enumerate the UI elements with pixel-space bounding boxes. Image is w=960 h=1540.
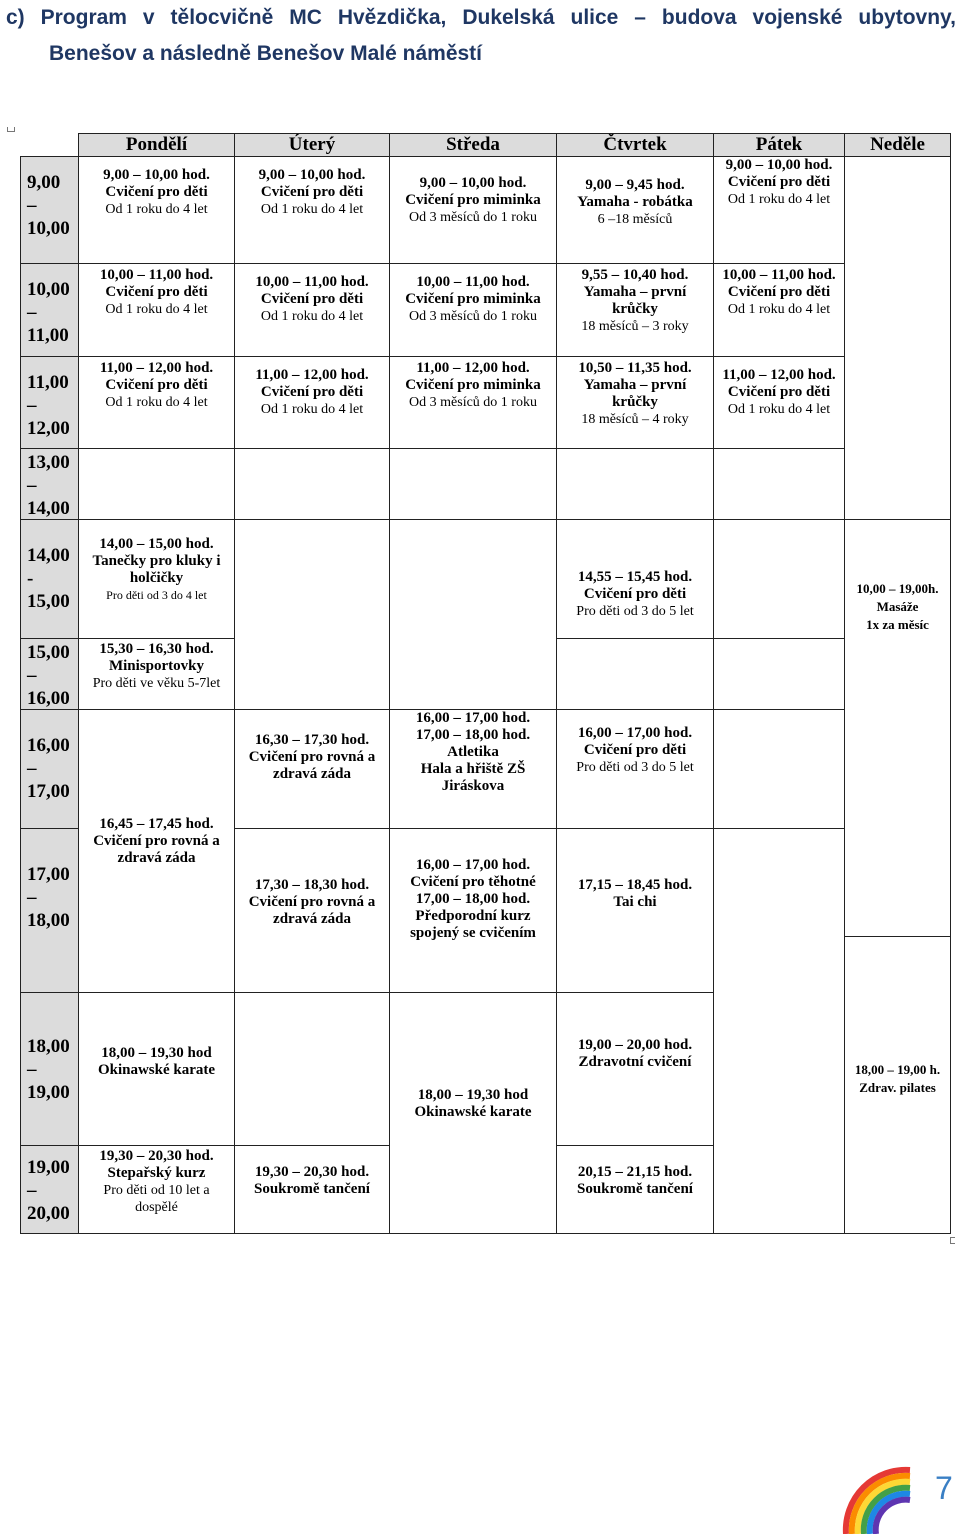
event-cell: 16,30 – 17,30 hod. Cvičení pro rovná a zdravá záda xyxy=(234,709,390,829)
event-cell: 16,00 – 17,00 hod. 17,00 – 18,00 hod. Atletika Hala a hřiště ZŠ Jiráskova xyxy=(389,709,557,829)
time-slot: 10,00 – 11,00 xyxy=(20,263,79,357)
header-day: Čtvrtek xyxy=(556,133,714,157)
event-cell-empty xyxy=(78,448,235,520)
event-cell-empty xyxy=(389,448,557,520)
event-cell-empty xyxy=(713,828,845,1234)
event-cell-empty xyxy=(713,709,845,829)
event-cell: 10,50 – 11,35 hod. Yamaha – první krůčky 18 měsíců – 4 roky xyxy=(556,356,714,449)
time-slot: 11,00 – 12,00 xyxy=(20,356,79,449)
event-cell: 11,00 – 12,00 hod. Cvičení pro děti Od 1 roku do 4 let xyxy=(234,356,390,449)
event-cell: 11,00 – 12,00 hod. Cvičení pro miminka Od 3 měsíců do 1 roku xyxy=(389,356,557,449)
event-cell: 9,00 – 10,00 hod. Cvičení pro děti Od 1 roku do 4 let xyxy=(78,156,235,264)
event-cell: 18,00 – 19,30 hod Okinawské karate xyxy=(78,992,235,1146)
event-cell: 9,55 – 10,40 hod. Yamaha – první krůčky 18 měsíců – 3 roky xyxy=(556,263,714,357)
time-slot: 9,00 – 10,00 xyxy=(20,156,79,264)
event-cell: 16,00 – 17,00 hod. Cvičení pro děti Pro děti od 3 do 5 let xyxy=(556,709,714,829)
rainbow-logo-icon xyxy=(840,1466,914,1534)
event-cell: 19,30 – 20,30 hod. Stepařský kurz Pro děti od 10 let a dospělé xyxy=(78,1145,235,1234)
event-cell: 18,00 – 19,00 h. Zdrav. pilates xyxy=(844,936,951,1234)
header-day: Úterý xyxy=(234,133,390,157)
event-cell-empty xyxy=(556,448,714,520)
heading-line-1: c) Program v tělocvičně MC Hvězdička, Dukelská ulice – budova vojenské ubytovny, xyxy=(6,6,956,29)
event-cell: 19,30 – 20,30 hod. Soukromě tančení xyxy=(234,1145,390,1234)
event-cell-empty xyxy=(713,638,845,710)
time-slot: 18,00 – 19,00 xyxy=(20,992,79,1146)
event-cell-empty xyxy=(234,448,390,520)
event-cell: 11,00 – 12,00 hod. Cvičení pro děti Od 1 roku do 4 let xyxy=(713,356,845,449)
event-cell-empty xyxy=(389,519,557,710)
heading-line-2: Benešov a následně Benešov Malé náměstí xyxy=(49,42,483,65)
page-number: 7 xyxy=(935,1470,953,1506)
event-cell: 17,30 – 18,30 hod. Cvičení pro rovná a zdravá záda xyxy=(234,828,390,993)
event-cell: 11,00 – 12,00 hod. Cvičení pro děti Od 1 roku do 4 let xyxy=(78,356,235,449)
event-cell: 9,00 – 10,00 hod. Cvičení pro děti Od 1 roku do 4 let xyxy=(234,156,390,264)
event-cell-empty xyxy=(234,992,390,1146)
header-day: Neděle xyxy=(844,133,951,157)
event-cell: 9,00 – 9,45 hod. Yamaha - robátka 6 –18 měsíců xyxy=(556,156,714,264)
event-cell: 18,00 – 19,30 hod Okinawské karate xyxy=(389,992,557,1234)
time-slot: 14,00 - 15,00 xyxy=(20,519,79,639)
event-cell: 9,00 – 10,00 hod. Cvičení pro děti Od 1 roku do 4 let xyxy=(713,156,845,264)
event-cell-empty xyxy=(234,519,390,710)
event-cell: 10,00 – 11,00 hod. Cvičení pro děti Od 1 roku do 4 let xyxy=(78,263,235,357)
event-cell: 10,00 – 11,00 hod. Cvičení pro miminka Od 3 měsíců do 1 roku xyxy=(389,263,557,357)
event-cell: 10,00 – 19,00h. Masáže 1x za měsíc xyxy=(844,519,951,937)
event-cell-empty xyxy=(556,638,714,710)
time-slot: 13,00 – 14,00 xyxy=(20,448,79,520)
event-cell: 10,00 – 11,00 hod. Cvičení pro děti Od 1 roku do 4 let xyxy=(713,263,845,357)
event-cell-empty xyxy=(844,156,951,520)
event-cell: 20,15 – 21,15 hod. Soukromě tančení xyxy=(556,1145,714,1234)
event-cell: 19,00 – 20,00 hod. Zdravotní cvičení xyxy=(556,992,714,1146)
time-slot: 19,00 – 20,00 xyxy=(20,1145,79,1234)
header-day: Středa xyxy=(389,133,557,157)
event-cell: 15,30 – 16,30 hod. Minisportovky Pro děti ve věku 5-7let xyxy=(78,638,235,710)
time-slot: 17,00 – 18,00 xyxy=(20,828,79,993)
event-cell: 10,00 – 11,00 hod. Cvičení pro děti Od 1 roku do 4 let xyxy=(234,263,390,357)
time-slot: 15,00 – 16,00 xyxy=(20,638,79,710)
time-slot: 16,00 – 17,00 xyxy=(20,709,79,829)
event-cell-empty xyxy=(713,519,845,639)
event-cell: 17,15 – 18,45 hod. Tai chi xyxy=(556,828,714,993)
header-day: Pátek xyxy=(713,133,845,157)
event-cell: 16,00 – 17,00 hod. Cvičení pro těhotné 17,00 – 18,00 hod. Předporodní kurz spojený se cvičením xyxy=(389,828,557,993)
event-cell: 14,55 – 15,45 hod. Cvičení pro děti Pro děti od 3 do 5 let xyxy=(556,519,714,639)
header-day: Pondělí xyxy=(78,133,235,157)
event-cell: 16,45 – 17,45 hod. Cvičení pro rovná a zdravá záda xyxy=(78,709,235,993)
event-cell-empty xyxy=(713,448,845,520)
event-cell: 9,00 – 10,00 hod. Cvičení pro miminka Od 3 měsíců do 1 roku xyxy=(389,156,557,264)
event-cell: 14,00 – 15,00 hod. Tanečky pro kluky i holčičky Pro děti od 3 do 4 let xyxy=(78,519,235,639)
